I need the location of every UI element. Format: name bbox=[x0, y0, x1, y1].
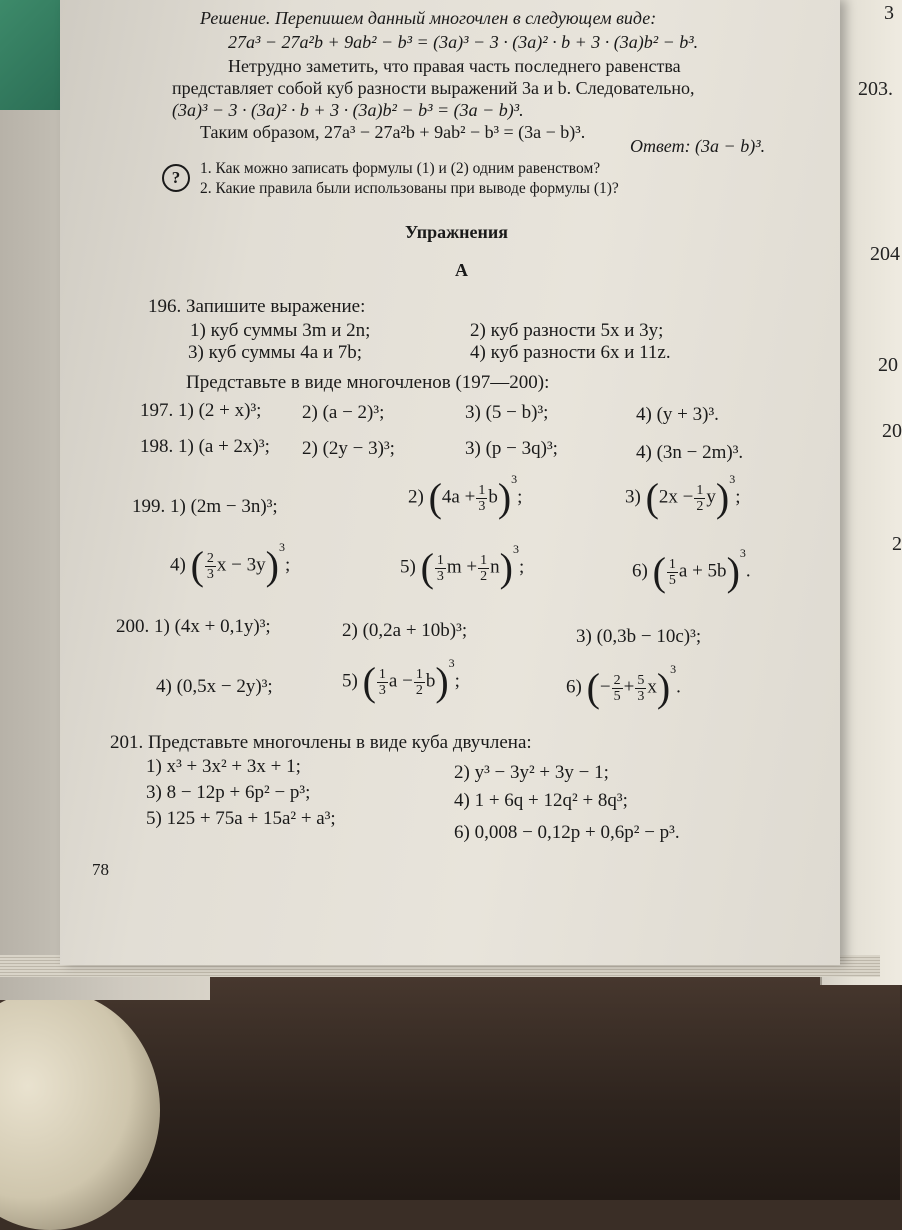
exercise-item: 4) (0,5x − 2y)³; bbox=[156, 676, 273, 697]
exercise-item: 4) куб разности 6x и 11z. bbox=[470, 342, 671, 363]
textbook-page bbox=[60, 0, 840, 965]
solution-formula: 27a³ − 27a²b + 9ab² − b³ = (3a)³ − 3 · (3a)² · b + 3 · (3a)b² − b³. bbox=[228, 32, 699, 52]
exercise-item-199-5: 5) ( $\frac{1}{3}$ m + $\frac{1}{2}$ n)$^3$; bbox=[400, 542, 525, 590]
exercise-item-200-5: 5) ( $\frac{1}{3}$ a − $\frac{1}{2}$ b)$^3$; bbox=[342, 656, 460, 704]
exercise-item: 199. 1) (2m − 3n)³; bbox=[132, 496, 278, 517]
exercise-item: 3) 8 − 12p + 6p² − p³; bbox=[146, 782, 311, 803]
exercise-item: 3) (5 − b)³; bbox=[465, 402, 549, 423]
exercise-item: 1) x³ + 3x² + 3x + 1; bbox=[146, 756, 301, 777]
page-number: 78 bbox=[92, 860, 109, 879]
exercise-item: 3) (p − 3q)³; bbox=[465, 438, 558, 459]
exercise-item-200-6: 6) (− $\frac{2}{5}$ + $\frac{5}{3}$ x)$^3$. bbox=[566, 662, 681, 710]
question-icon: ? bbox=[162, 164, 190, 192]
right-page-number: 20 bbox=[878, 354, 898, 376]
instruction-197-200: Представьте в виде многочленов (197—200): bbox=[186, 372, 550, 393]
exercise-item: 3) (0,3b − 10c)³; bbox=[576, 626, 702, 647]
section-letter: А bbox=[455, 260, 468, 280]
exercise-item: 2) (0,2a + 10b)³; bbox=[342, 620, 468, 641]
exercise-item-199-4: 4) ( $\frac{2}{3}$ x − 3y)$^3$; bbox=[170, 540, 291, 588]
section-title: Упражнения bbox=[405, 222, 509, 242]
exercise-item: 2) y³ − 3y² + 3y − 1; bbox=[454, 762, 609, 783]
question-item: 2. Какие правила были использованы при выводе формулы (1)? bbox=[200, 180, 619, 197]
exercise-item: 2) куб разности 5x и 3y; bbox=[470, 320, 664, 341]
solution-conclusion: Таким образом, 27a³ − 27a²b + 9ab² − b³ = (3a − b)³. bbox=[200, 122, 586, 142]
exercise-item-199-2: 2) (4a + $\frac{1}{3}$ b)$^3$; bbox=[408, 472, 523, 520]
exercise-item-199-3: 3) (2x − $\frac{1}{2}$ y)$^3$; bbox=[625, 472, 741, 520]
green-cover-corner bbox=[0, 0, 60, 110]
exercise-item: 4) 1 + 6q + 12q² + 8q³; bbox=[454, 790, 628, 811]
exercise-item-199-6: 6) ( $\frac{1}{5}$ a + 5b)$^3$. bbox=[632, 546, 751, 594]
exercise-item: 3) куб суммы 4a и 7b; bbox=[188, 342, 363, 363]
exercise-201-title: 201. Представьте многочлены в виде куба двучлена: bbox=[110, 732, 532, 753]
solution-heading: Решение. Перепишем данный многочлен в следующем виде: bbox=[200, 8, 657, 28]
question-item: 1. Как можно записать формулы (1) и (2) одним равенством? bbox=[200, 160, 601, 177]
exercise-item: 2) (2y − 3)³; bbox=[302, 438, 395, 459]
right-page-number: 2 bbox=[892, 533, 902, 555]
exercise-196-title: 196. Запишите выражение: bbox=[148, 296, 366, 317]
exercise-item: 197. 1) (2 + x)³; bbox=[140, 400, 262, 421]
right-page-number: 3 bbox=[884, 2, 894, 24]
exercise-item: 4) (y + 3)³. bbox=[636, 404, 719, 425]
exercise-item: 2) (a − 2)³; bbox=[302, 402, 385, 423]
exercise-item: 200. 1) (4x + 0,1y)³; bbox=[116, 616, 271, 637]
solution-text: Нетрудно заметить, что правая часть последнего равенства bbox=[228, 56, 681, 76]
exercise-item: 4) (3n − 2m)³. bbox=[636, 442, 744, 463]
exercise-item: 5) 125 + 75a + 15a² + a³; bbox=[146, 808, 336, 829]
right-page-number: 203. bbox=[858, 78, 893, 100]
exercise-item: 6) 0,008 − 0,12p + 0,6p² − p³. bbox=[454, 822, 680, 843]
right-page-number: 20 bbox=[882, 420, 902, 442]
solution-formula: (3a)³ − 3 · (3a)² · b + 3 · (3a)b² − b³ = (3a − b)³. bbox=[172, 100, 524, 120]
solution-text: представляет собой куб разности выражений 3a и b. Следовательно, bbox=[172, 78, 695, 98]
exercise-item: 198. 1) (a + 2x)³; bbox=[140, 436, 270, 457]
right-page-number: 204 bbox=[870, 243, 900, 265]
solution-answer: Ответ: (3a − b)³. bbox=[630, 136, 766, 156]
exercise-item: 1) куб суммы 3m и 2n; bbox=[190, 320, 371, 341]
